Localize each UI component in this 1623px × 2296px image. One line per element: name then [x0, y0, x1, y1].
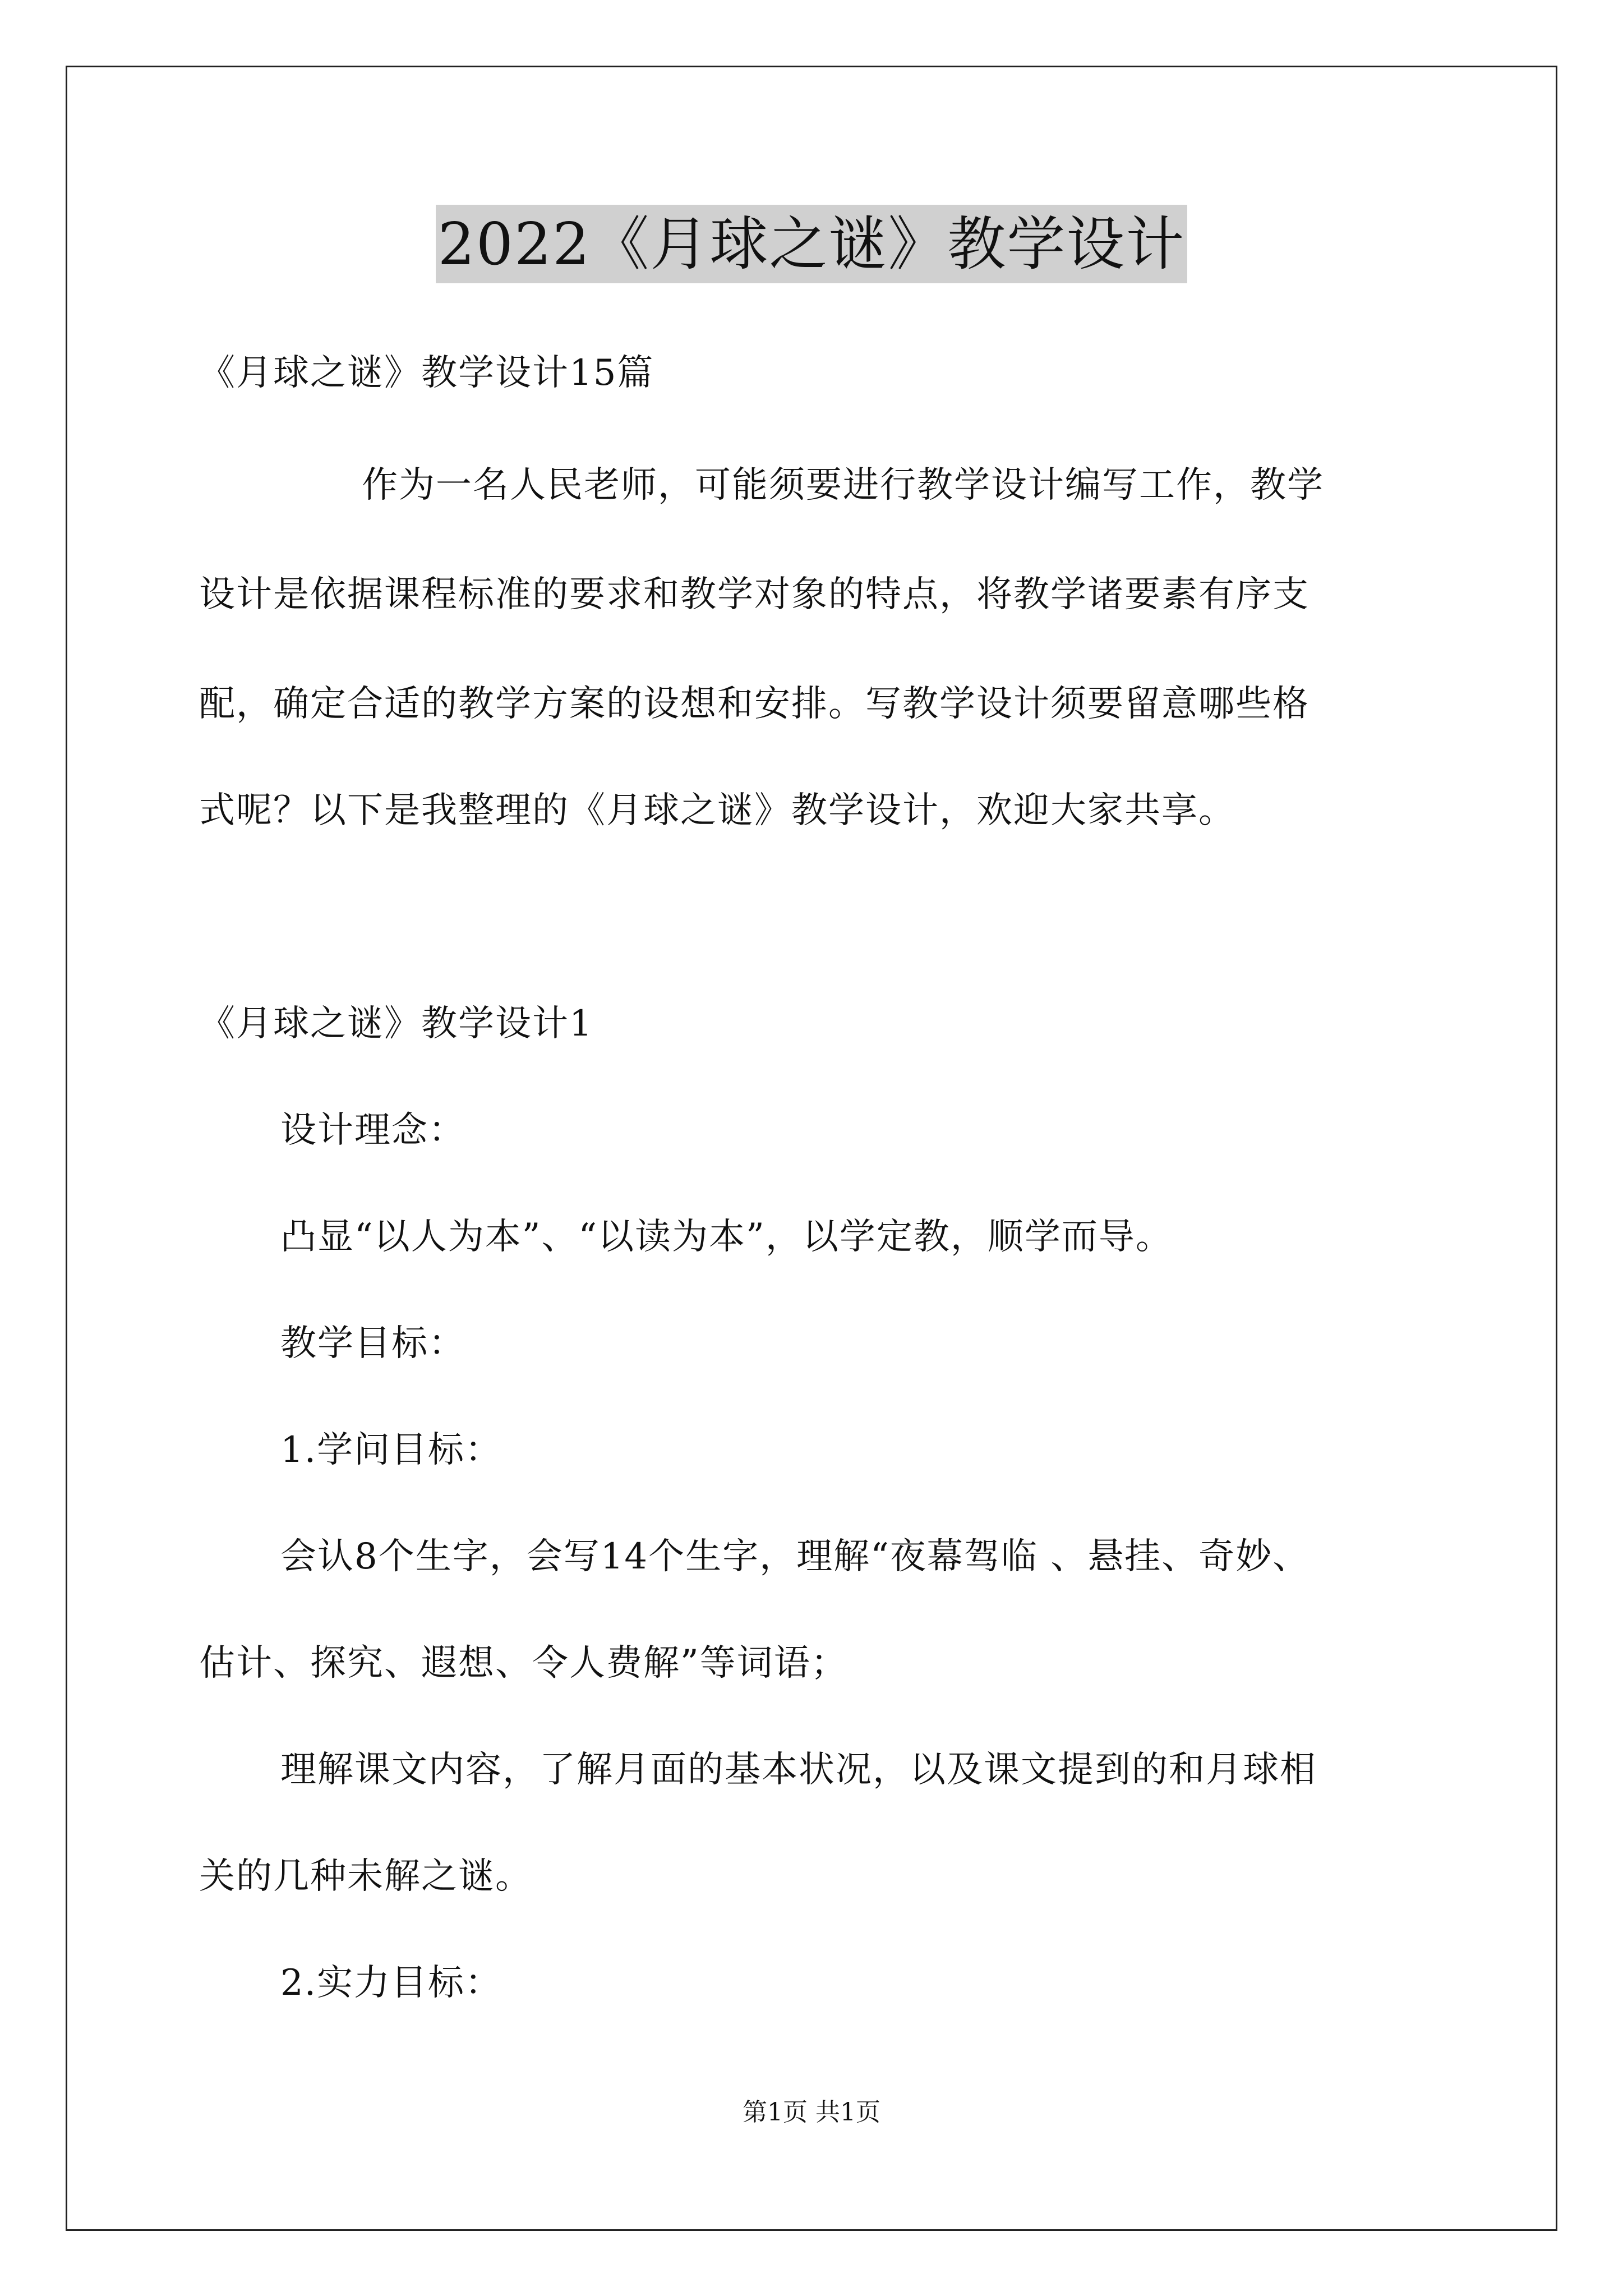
intro-paragraph-line-4: 式呢？以下是我整理的《月球之谜》教学设计，欢迎大家共享。: [199, 790, 1235, 831]
design-concept-text: 凸显“以人为本”、“以读为本”，以学定教，顺学而导。: [280, 1216, 1173, 1258]
ability-goal-label: 2.实力目标：: [280, 1962, 502, 2004]
teaching-goals-label: 教学目标：: [280, 1323, 465, 1364]
section-heading: 《月球之谜》教学设计1: [199, 1003, 593, 1045]
knowledge-goal-line-1: 会认8个生字，会写14个生字，理解“夜幕驾临 、悬挂、奇妙、: [280, 1536, 1310, 1577]
intro-paragraph-line-1: 作为一名人民老师，可能须要进行教学设计编写工作，教学: [362, 464, 1324, 506]
title-wrap: [0, 205, 1623, 283]
content-goal-line-2: 关的几种未解之谜。: [199, 1856, 532, 1897]
content-goal-line-1: 理解课文内容，了解月面的基本状况，以及课文提到的和月球相: [280, 1749, 1317, 1791]
intro-paragraph-line-3: 配，确定合适的教学方案的设想和安排。写教学设计须要留意哪些格: [199, 683, 1310, 725]
intro-heading: 《月球之谜》教学设计15篇: [199, 352, 654, 394]
intro-paragraph-line-2: 设计是依据课程标准的要求和教学对象的特点，将教学诸要素有序支: [199, 574, 1310, 615]
page-footer: 第1页 共1页: [743, 2098, 880, 2127]
document-title: 2022《月球之谜》教学设计: [436, 205, 1188, 283]
design-concept-label: 设计理念：: [280, 1110, 465, 1151]
knowledge-goal-line-2: 估计、探究、遐想、令人费解”等词语；: [199, 1642, 848, 1684]
knowledge-goal-label: 1.学问目标：: [280, 1429, 502, 1471]
